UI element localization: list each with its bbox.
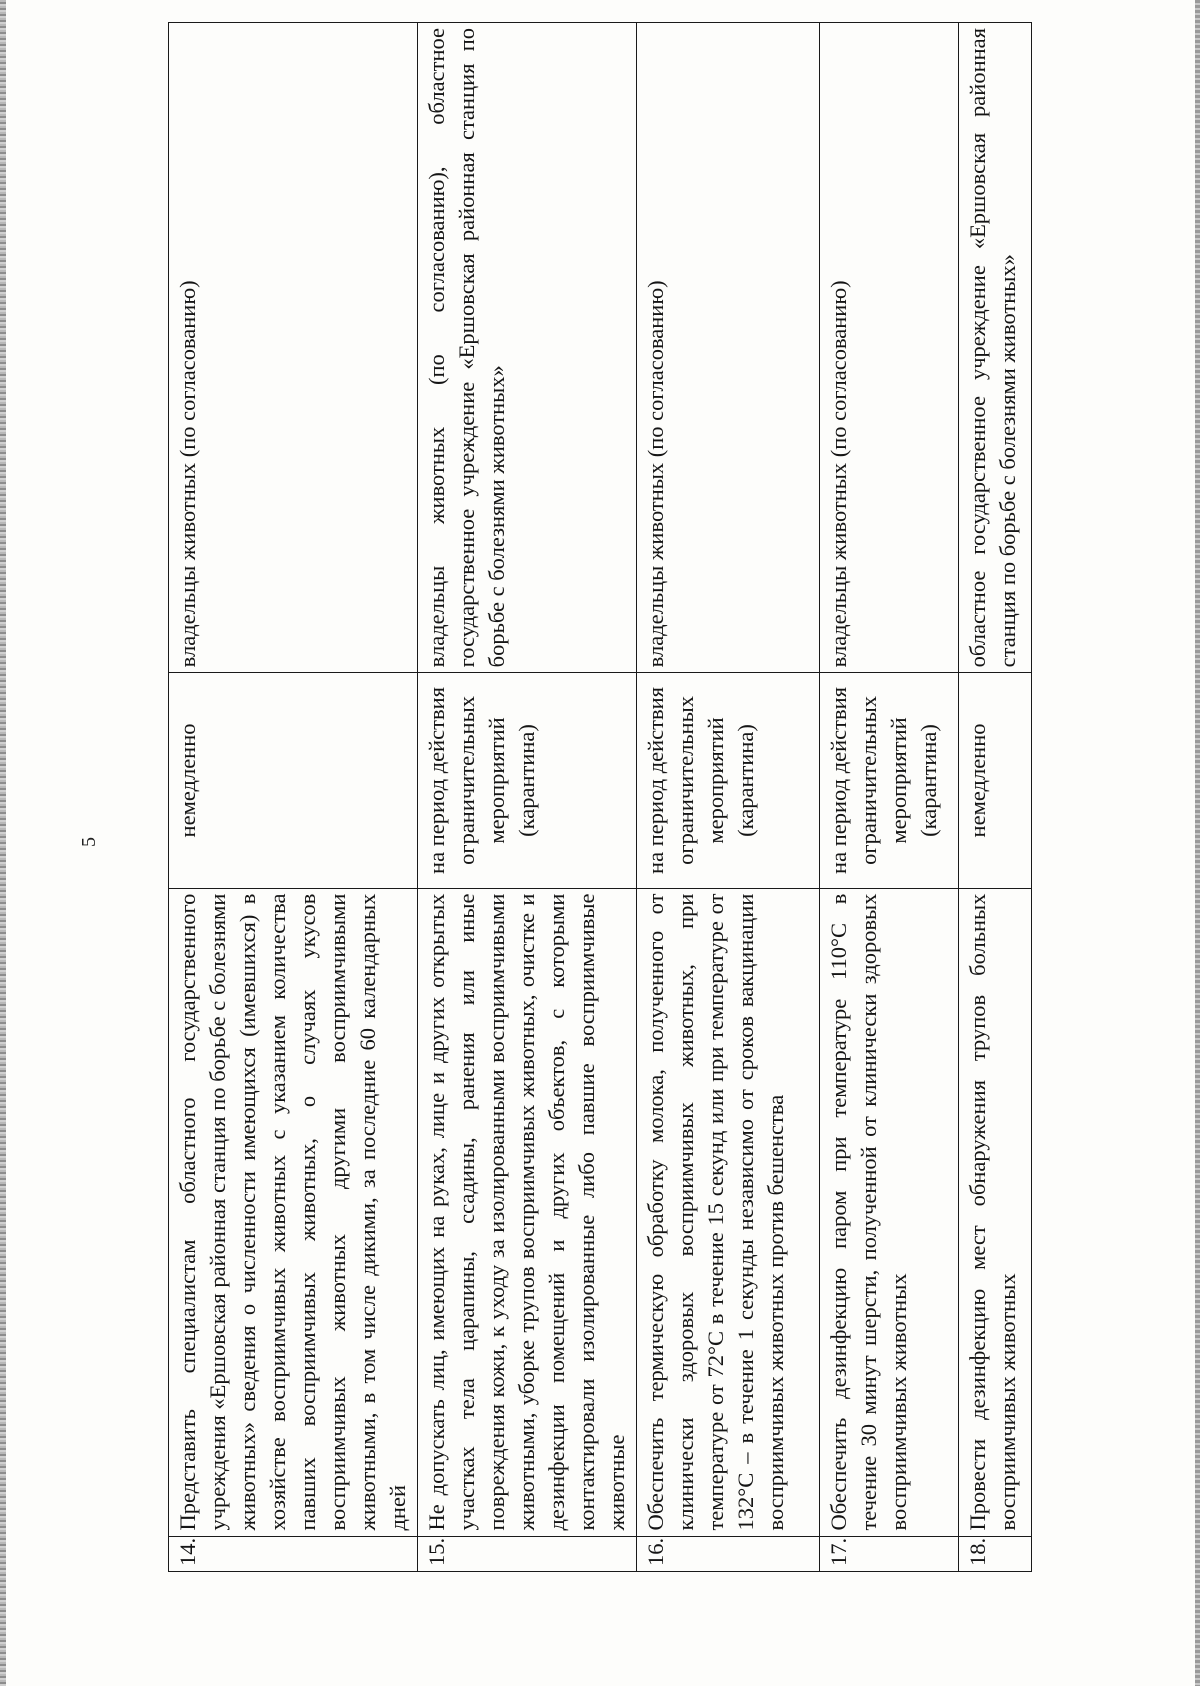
- term-text: на период действия ограничительных мероприятий (карантина): [637, 673, 820, 888]
- row-number: 14.: [169, 1536, 418, 1571]
- row-number: 18.: [959, 1536, 1032, 1571]
- responsible-text: владельцы животных (по согласованию): [637, 23, 820, 673]
- table-row: [418, 23, 637, 1572]
- measure-text: Обеспечить дезинфекцию паром при температуре 110°C в течение 30 минут шерсти, полученной от клинически здоровых восприимчивых животных: [820, 888, 959, 1536]
- measure-text: Обеспечить термическую обработку молока, полученного от клинически здоровых восприимчивых животных, при температуре от 72°C в течение 15 секунд или при температуре от 132°C – в течение 1 секунды независимо от сроков вакцинации восприимчивых животных против бешенства: [637, 888, 820, 1536]
- table-row: [820, 23, 959, 1572]
- table-row: [169, 23, 418, 1572]
- page-number: 5: [78, 837, 100, 847]
- table-row: [637, 23, 820, 1572]
- term-text: на период действия ограничительных мероприятий (карантина): [418, 673, 637, 888]
- term-text: немедленно: [169, 673, 418, 888]
- term-text: на период действия ограничительных мероприятий (карантина): [820, 673, 959, 888]
- row-number: 17.: [820, 1536, 959, 1571]
- responsible-text: областное государственное учреждение «Ершовская районная станция по борьбе с болезнями животных»: [959, 23, 1032, 673]
- row-number: 15.: [418, 1536, 637, 1571]
- measure-text: Представить специалистам областного государственного учреждения «Ершовская районная станция по борьбе с болезнями животных» сведения о численности имеющихся (имевшихся) в хозяйстве восприимчивых животных с указанием количества павших восприимчивых животных, о случаях укусов восприимчивых животных другими восприимчивыми животными, в том числе дикими, за последние 60 календарных дней: [169, 888, 418, 1536]
- term-text: немедленно: [959, 673, 1032, 888]
- row-number: 16.: [637, 1536, 820, 1571]
- responsible-text: владельцы животных (по согласованию), областное государственное учреждение «Ершовская районная станция по борьбе с болезнями животных»: [418, 23, 637, 673]
- measure-text: Не допускать лиц, имеющих на руках, лице и других открытых участках тела царапины, ссадины, ранения или иные повреждения кожи, к уходу за изолированными восприимчивыми животными, уборке трупов восприимчивых животных, очистке и дезинфекции помещений и других объектов, с которыми контактировали изолированные либо павшие восприимчивые животные: [418, 888, 637, 1536]
- measure-text: Провести дезинфекцию мест обнаружения трупов больных восприимчивых животных: [959, 888, 1032, 1536]
- measures-table: [168, 22, 1032, 1572]
- responsible-text: владельцы животных (по согласованию): [169, 23, 418, 673]
- responsible-text: владельцы животных (по согласованию): [820, 23, 959, 673]
- table-row: [959, 23, 1032, 1572]
